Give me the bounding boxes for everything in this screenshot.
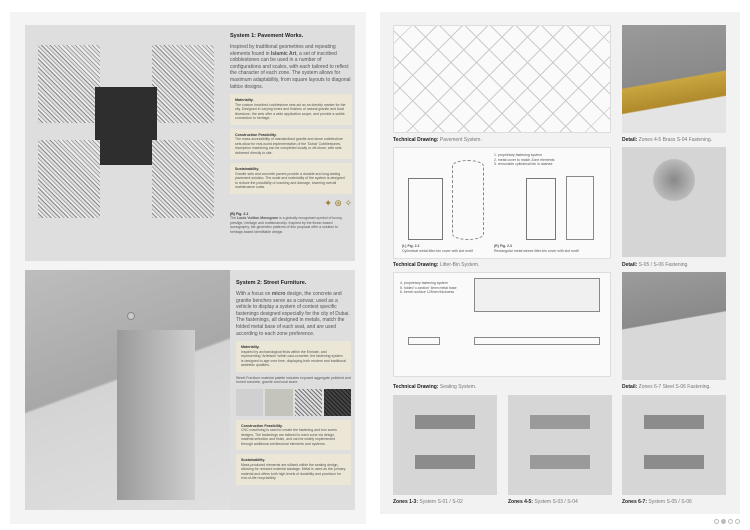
fig-2-3: (R) Fig. 2.3 Rectangular metal sleeve litter-bin cover with slot motif <box>494 244 579 253</box>
bench-model <box>644 415 704 429</box>
texture-polished-concrete <box>236 389 263 416</box>
bin-elevation-a <box>408 178 443 240</box>
palette-caption: Street Furniture material palette includes exposed aggregate polished and honed concrete, granite and local stone. <box>236 375 351 385</box>
cobblestone-image <box>95 87 157 165</box>
bench-model <box>415 455 475 469</box>
system1-title: System 1: Pavement Works. <box>230 33 304 39</box>
monogram-icons: ✦ ⊛ ✧ <box>324 197 352 208</box>
legend-item: 2. metal cover to match Zone elements <box>494 157 555 162</box>
bench-leg <box>117 330 195 500</box>
bench-side-elevation <box>408 337 440 345</box>
bench-model <box>530 415 590 429</box>
fig-2-1: (B) Fig. 2.1 The Louis Vuitton Monogram is a globally recognised symbol of luxury, prestige, heritage and craftsmanship. Inspired by the flower-based iconography, the geometric patterns of this proposal offer a solution to heritage-based identifiable design. <box>230 211 343 234</box>
system1-text-column <box>230 33 352 234</box>
detail-caption-1: Detail: Zones 4-5 Brass S-04 Fastening. <box>622 137 713 143</box>
litter-bin-drawing <box>393 147 611 259</box>
pavement-drawing <box>393 25 611 133</box>
materiality-box: Materiality. Inspired by archaeological finds within the Emirate, and representing 'Artefacts' within cast-concrete, the fastening system is designed to age over time, displaying both modern and traditional aesthetic qualities. <box>236 341 351 372</box>
bench-model <box>530 455 590 469</box>
materiality-box: Materiality. The custom inscribed cobblestone sets act as an identity marker for the city. Designed in varying tones and finishes of natural granite and local limestone, the sets offer a wide application scope, and provide a subtle connection to heritage. <box>230 94 352 125</box>
system1-panel <box>25 25 355 261</box>
legend-item: 6. bench surface 125mm thickness <box>400 290 455 294</box>
zones-caption-1: Zones 1-3: System S-01 / S-02 <box>393 499 463 505</box>
construction-box: Construction Feasibility. The mass accessibility of standardised granite and stone cobblestone sets allow for real-world implementation of the 'Dubai' Cobblestones. Inscription machining can be completed locally or off-shore, with sets delivered directly to site. <box>230 129 352 160</box>
detail-caption-3: Detail: Zones 6-7 Steel S-06 Fastening. <box>622 384 711 390</box>
texture-granite <box>295 389 322 416</box>
caption-seating: Technical Drawing: Seating System. <box>393 384 477 390</box>
system2-title: System 2: Street Furniture. <box>236 280 307 286</box>
cobblestone-image <box>152 140 214 218</box>
detail-caption-2: Detail: S-05 / S-06 Fastening. <box>622 262 689 268</box>
page-dot[interactable] <box>728 519 733 524</box>
legend-item: 1. proprietary fastening system <box>494 153 542 157</box>
sustainability-box: Sustainability. Mass-produced elements are utilised within the seating design, allowing for reduced material wastage. Metal is used as the primary material and offers both high levels of durability and provision for end-of-life recyclability. <box>236 454 351 485</box>
seating-drawing <box>393 272 611 377</box>
bin-legend <box>494 153 555 167</box>
bench-plan <box>474 278 600 312</box>
seat-legend <box>400 281 470 295</box>
zones-1-3-render <box>393 395 497 495</box>
page-dot[interactable] <box>714 519 719 524</box>
material-palette <box>236 389 351 416</box>
zones-caption-2: Zones 4-5: System S-03 / S-04 <box>508 499 578 505</box>
zones-6-7-render <box>622 395 726 495</box>
cobblestone-image <box>38 140 100 218</box>
bolt-render <box>622 147 726 257</box>
caption-pavement: Technical Drawing: Pavement System. <box>393 137 482 143</box>
system2-panel <box>25 270 355 510</box>
cobblestone-image <box>152 45 214 123</box>
texture-dark-stone <box>324 389 351 416</box>
texture-honed-concrete <box>265 389 292 416</box>
zones-caption-3: Zones 6-7: System S-05 / S-06 <box>622 499 692 505</box>
page-indicator[interactable] <box>714 519 740 524</box>
brass-fastening-render <box>622 25 726 133</box>
bin-sleeve-b <box>566 176 594 240</box>
legend-item: 3. removable cylindrical bin in dashed <box>494 162 553 166</box>
legend-item: 4. proprietary fastening system <box>400 281 448 285</box>
page-dot[interactable] <box>735 519 740 524</box>
construction-box: Construction Feasibility. CNC machining is used to create the fastening and torx screw designs. The fastenings are tailored to each zone via design, material selection and finish, and can be widely implemented through additional architectural elements and systems. <box>236 420 351 451</box>
bin-cylinder-a <box>452 160 484 240</box>
system2-text-column <box>236 280 351 485</box>
fastening-icon <box>127 312 135 320</box>
caption-litter-bin: Technical Drawing: Litter-Bin System. <box>393 262 480 268</box>
system2-body: With a focus on micro design, the concrete and granite benches serve as a canvas; used as a vehicle to display a system of context specific fastenings designed especially for the city of Dubai. The fastenings, all designed in metals, match the folded metal base of each seat, and are used according to each zone preference. <box>236 291 350 337</box>
bench-model <box>644 455 704 469</box>
bench-render-image <box>25 270 230 510</box>
legend-item: 5. folded 'c-section' 6mm metal base <box>400 285 457 290</box>
cobblestone-image <box>38 45 100 123</box>
page-dot-current[interactable] <box>721 519 726 524</box>
fig-2-2: (L) Fig. 2.2 Cylindrical metal litter-bin cover with slot motif <box>402 244 473 253</box>
sustainability-box: Sustainability. Granite sets and concrete pavers provide a durable and long-lasting pavement solution. The scale and materiality of the system is designed to reduce the possibility of cracking and damage, lowering overall maintenance costs. <box>230 163 352 194</box>
bench-model <box>415 415 475 429</box>
steel-fastening-render <box>622 272 726 380</box>
system1-body: Inspired by traditional geometries and repeating elements found in Islamic Art, a set of inscribed cobblestones can be used in a number of configurations and scales, with each tailored to reflect the character of each zone. The system allows for maximum adaptability, from square layouts to diagonal lattice designs. <box>230 44 351 90</box>
bench-front-elevation <box>474 337 600 345</box>
zones-4-5-render <box>508 395 612 495</box>
bin-elevation-b <box>526 178 556 240</box>
